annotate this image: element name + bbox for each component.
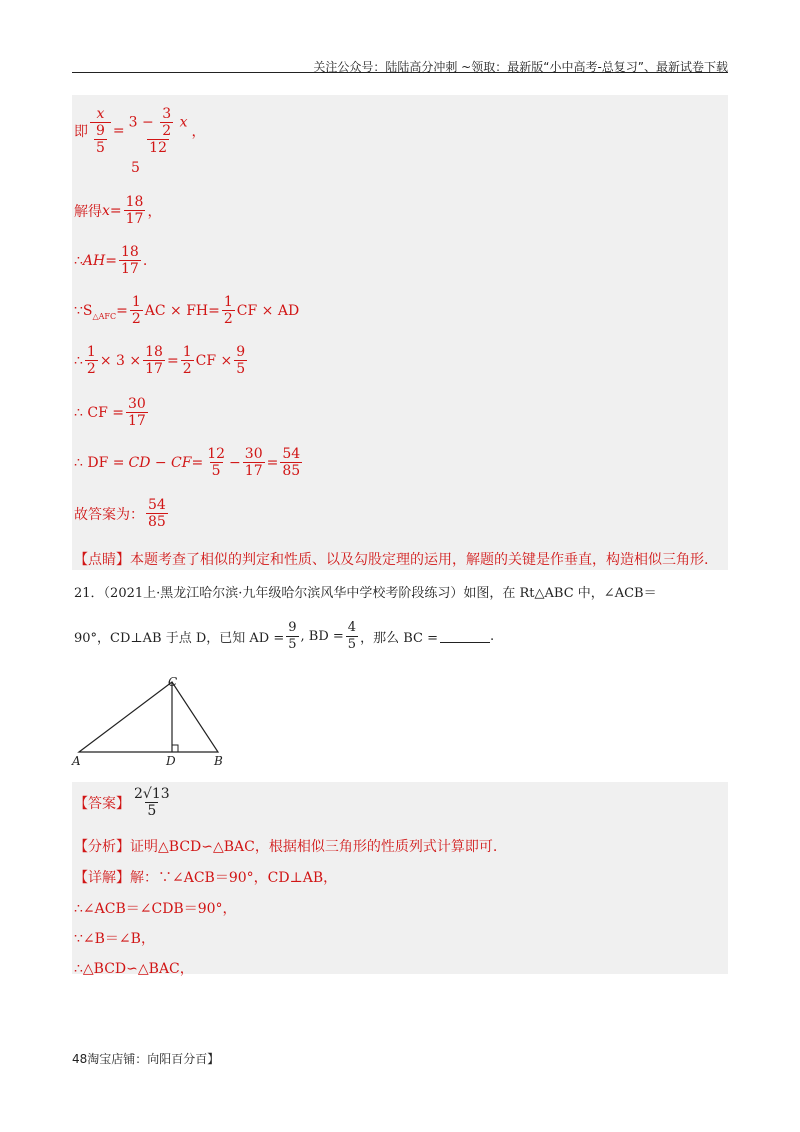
numerator: 4 [347, 620, 357, 635]
numerator: 9 [288, 620, 297, 635]
denominator: 2 [223, 311, 233, 327]
subscript: △AFC [92, 312, 117, 321]
equals: = [191, 454, 204, 471]
text: × 3 × [99, 352, 142, 369]
answer-blank [440, 630, 490, 643]
fraction [346, 620, 358, 653]
triangle-abc [79, 682, 218, 752]
denominator: 12 [149, 140, 167, 156]
denominator: 5 [96, 140, 105, 156]
text: ∴ DF = [74, 454, 125, 471]
fraction [243, 446, 265, 479]
denominator: 85 [282, 463, 301, 479]
fraction [234, 344, 247, 377]
denominator: 5 [288, 637, 297, 652]
fraction [90, 106, 111, 156]
label-c: C [168, 675, 178, 689]
denominator: 17 [125, 211, 144, 227]
numerator: 18 [145, 344, 163, 360]
text: 即 [74, 124, 88, 140]
denominator: 17 [244, 463, 263, 479]
equals: = [266, 454, 279, 471]
detail-line-4: ∴△BCD∽△BAC， [74, 961, 194, 977]
numerator: 54 [148, 497, 166, 513]
text: − [229, 454, 241, 471]
numerator: 54 [282, 446, 301, 462]
page-header: 关注公众号：陆陆高分冲刺 ~领取：最新版“小中高考-总复习”、最新试卷下载 [313, 60, 728, 74]
denominator: 2 [162, 123, 172, 139]
text: ∵S [74, 302, 93, 319]
question-21-line-1: 21．（2021上·黑龙江哈尔滨·九年级哈尔滨风华中学校考阶段练习）如图，在 Rt△ABC 中，∠ACB＝ [74, 586, 657, 601]
page-footer: 48淘宝店铺：向阳百分百】 [72, 1052, 220, 1066]
solution-line-8 [74, 497, 170, 530]
numerator: x [96, 106, 105, 122]
text: AC × FH= [144, 302, 220, 319]
text: 解得 [74, 203, 102, 220]
text: 3 − [128, 114, 154, 131]
numerator: 1 [223, 294, 233, 310]
fraction [85, 344, 98, 377]
fraction [181, 344, 194, 377]
label-d: D [166, 754, 176, 768]
fraction [119, 244, 141, 277]
fraction [146, 497, 168, 530]
text: ，那么 BC = [360, 631, 438, 646]
answer-line [74, 786, 174, 819]
denominator: 2 [131, 311, 141, 327]
equals: = [116, 302, 128, 319]
text: ， [191, 124, 206, 140]
numerator: 1 [131, 294, 141, 310]
equals: = [166, 352, 179, 369]
fraction [160, 106, 173, 139]
detail-line-2: ∴∠ACB＝∠CDB＝90°， [74, 901, 237, 917]
denominator: 17 [127, 413, 146, 429]
header-rule [72, 72, 728, 73]
equals: = [109, 202, 122, 219]
solution-background [72, 95, 728, 570]
question-21-line-2 [74, 620, 494, 653]
text: ∴ [74, 252, 83, 269]
equals: = [105, 252, 117, 269]
numerator: 18 [120, 244, 139, 260]
fraction [280, 446, 302, 479]
text: CD − CF [128, 454, 192, 471]
text: . [142, 252, 148, 269]
solution-line-1-tail [131, 160, 140, 176]
text: ∴ [74, 352, 83, 369]
denominator: 5 [147, 803, 157, 819]
fraction [127, 106, 190, 156]
text: x [102, 202, 110, 219]
fraction [124, 194, 146, 227]
solution-line-5 [74, 344, 249, 377]
denominator: 2 [182, 361, 192, 377]
numerator: 30 [244, 446, 263, 462]
text: ， [147, 203, 162, 220]
detail-line-1: 【详解】解：∵∠ACB＝90°，CD⊥AB， [74, 870, 338, 886]
numerator: 1 [182, 344, 192, 360]
numerator: 9 [96, 123, 105, 139]
text: , BD = [300, 629, 344, 644]
triangle-figure [70, 672, 230, 772]
numerator: 2√13 [134, 786, 170, 802]
fraction [132, 786, 172, 819]
text: CF × [195, 352, 233, 369]
numerator [127, 106, 190, 139]
numerator: 3 [162, 106, 172, 122]
fraction [286, 620, 298, 653]
denominator: 2 [86, 361, 96, 377]
numerator: 9 [236, 344, 246, 360]
fraction [126, 396, 148, 429]
denominator: 5 [211, 463, 221, 479]
denominator [90, 122, 111, 156]
fraction [94, 123, 107, 156]
label-a: A [72, 754, 81, 768]
denominator: 5 [347, 637, 357, 652]
fraction [143, 344, 165, 377]
numerator: 12 [207, 446, 226, 462]
label-b: B [214, 754, 223, 768]
text: x [179, 114, 188, 131]
right-angle-mark [172, 745, 178, 752]
detail-line-3: ∵∠B＝∠B， [74, 931, 155, 947]
denominator: 5 [236, 361, 246, 377]
solution-line-7 [74, 446, 304, 479]
solution-line-3 [74, 244, 147, 277]
fraction [130, 294, 143, 327]
text: 90°，CD⊥AB 于点 D，已知 AD = [74, 631, 285, 646]
text: CF × AD [236, 302, 300, 319]
solution-line-1 [74, 106, 205, 156]
text: AH [82, 252, 106, 269]
solution-line-4 [74, 294, 299, 327]
fraction [205, 446, 227, 479]
text: 【答案】 [74, 795, 130, 812]
numerator: 18 [125, 194, 144, 210]
text: 故答案为： [74, 506, 144, 523]
equals: = [112, 123, 125, 139]
text: ∴ CF = [74, 404, 124, 421]
analysis-line: 【分析】证明△BCD∽△BAC，根据相似三角形的性质列式计算即可. [74, 839, 498, 855]
solution-line-6 [74, 396, 150, 429]
comment-line: 【点睛】本题考查了相似的判定和性质、以及勾股定理的运用，解题的关键是作垂直，构造相似三角形. [74, 552, 709, 568]
fraction [222, 294, 235, 327]
denominator: 17 [145, 361, 163, 377]
denominator: 85 [148, 514, 166, 530]
denominator-tail: 5 [131, 160, 140, 176]
numerator: 30 [127, 396, 146, 412]
text: . [489, 629, 495, 644]
solution-line-2 [74, 194, 161, 227]
numerator: 1 [86, 344, 96, 360]
denominator: 17 [120, 261, 139, 277]
